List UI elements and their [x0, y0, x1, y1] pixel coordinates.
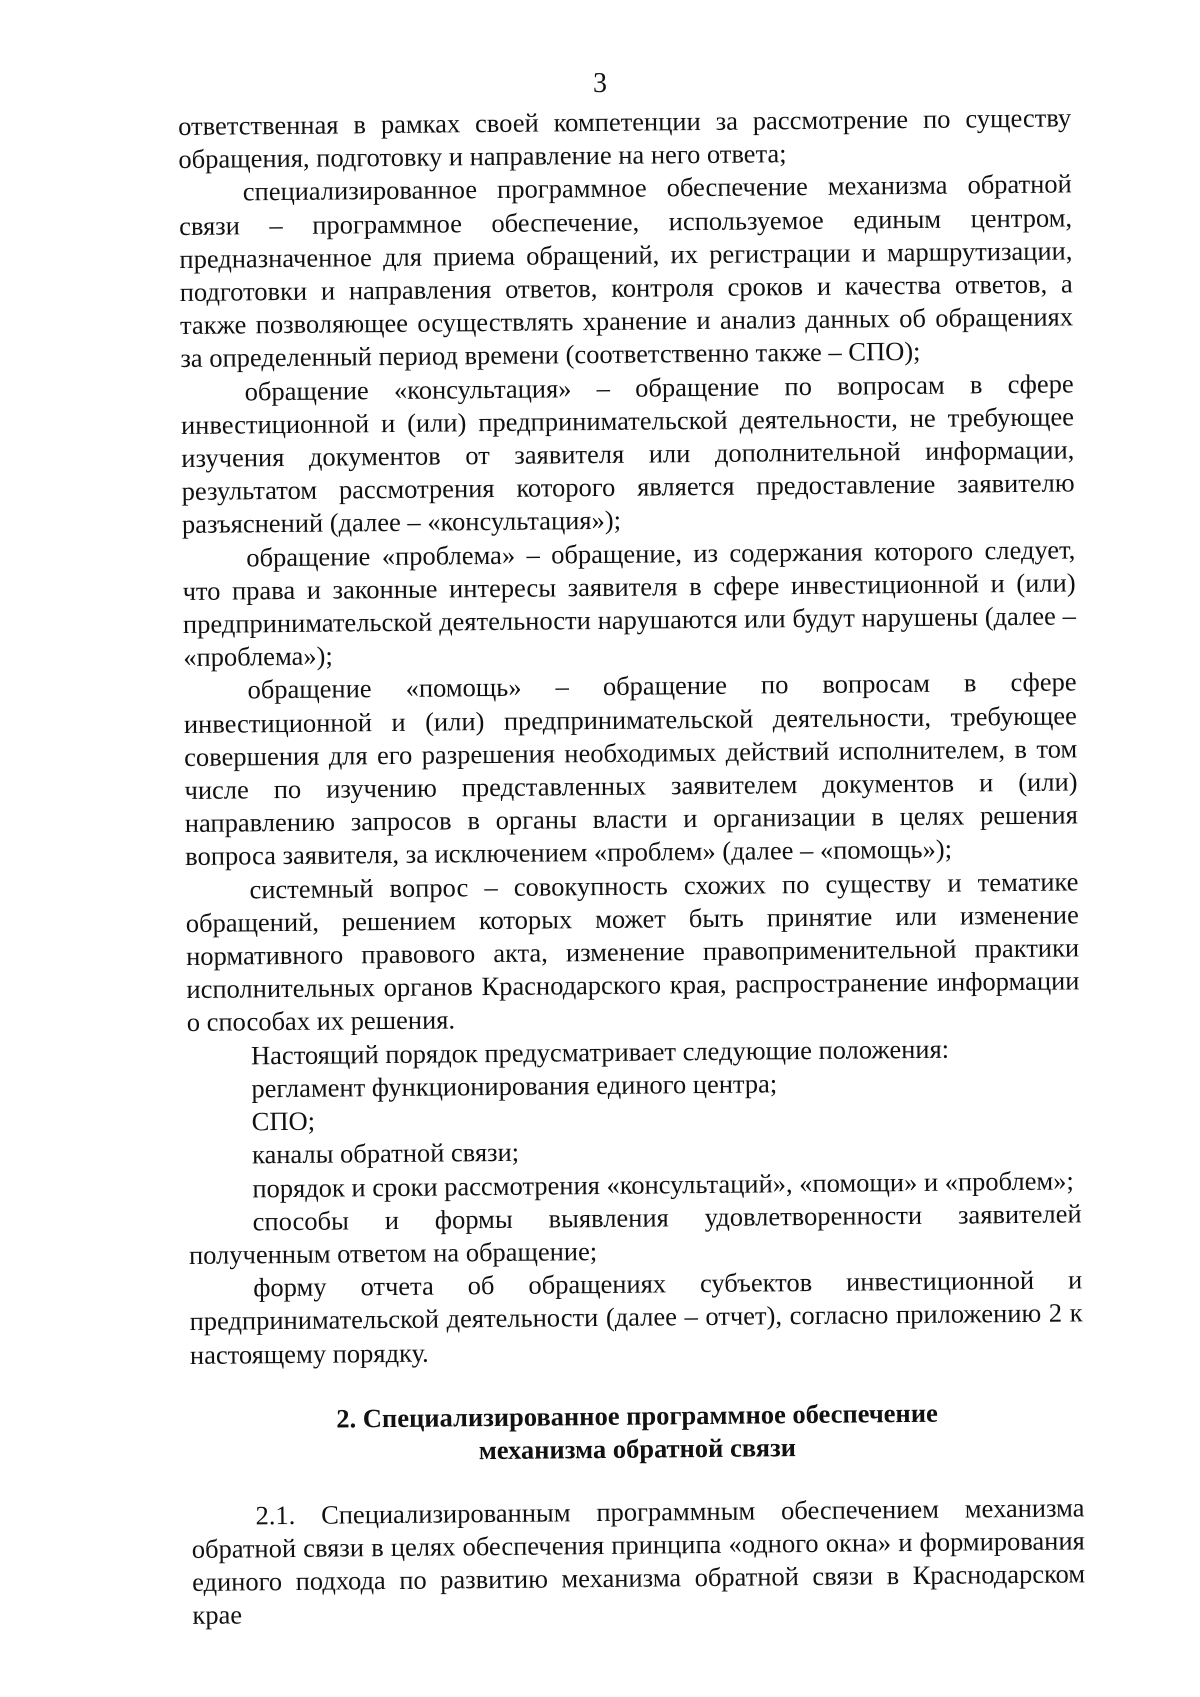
list-item: способы и формы выявления удовлетворенности заявителей полученным ответом на обращение; — [188, 1198, 1082, 1270]
list-item: СПО; — [251, 1105, 316, 1137]
page-number: 3 — [593, 68, 607, 99]
section-heading-line-1: 2. Специализированное программное обеспечение — [336, 1397, 938, 1434]
list-item: регламент функционирования единого центра; — [251, 1068, 778, 1104]
document-body — [178, 101, 1086, 1632]
paragraph-definition-problem: обращение «проблема» – обращение, из содержания которого следует, что права и законные интересы заявителя в сфере инвестиционной и (или) предпринимательской деятельности нарушаются или будут нарушены (далее – «проблема»); — [182, 534, 1077, 673]
section-heading-line-2: механизма обратной связи — [478, 1431, 797, 1465]
paragraph-definition-help: обращение «помощь» – обращение по вопросам в сфере инвестиционной и (или) предпринимательской деятельности, требующее совершения для его разрешения необходимых действий исполнителем, в том числе по изучению представленных заявителем документов и (или) направлению запросов в органы власти и организации в целях решения вопроса заявителя, за исключением «проблем» (далее – «помощь»); — [183, 666, 1078, 872]
paragraph-definition-spo: специализированное программное обеспечение механизма обратной связи – программное обеспечение, используемое единым центром, предназначенное для приема обращений, их регистрации и маршрутизации, подготовки и направления ответов, контроля сроков и качества ответов, а также позволяющее осуществлять хранение и анализ данных об обращениях за определенный период времени (соответственно также – СПО); — [178, 168, 1074, 374]
paragraph-2-1: 2.1. Специализированным программным обеспечением механизма обратной связи в целях обеспечения принципа «одного окна» и формирования единого подхода по развитию механизма обратной связи в Краснодарском крае — [191, 1492, 1086, 1631]
list-item: порядок и сроки рассмотрения «консультаций», «помощи» и «проблем»; — [252, 1164, 1074, 1203]
paragraph-continuation: ответственная в рамках своей компетенции за рассмотрение по существу обращения, подготовку и направление на него ответа; — [178, 102, 1072, 175]
list-item: каналы обратной связи; — [251, 1137, 520, 1170]
paragraph-provisions-intro: Настоящий порядок предусматривает следующие положения: — [250, 1033, 950, 1071]
paragraph-definition-system-question: системный вопрос – совокупность схожих по существу и тематике обращений, решением которых может быть принятие или изменение нормативного правового акта, изменение правоприменительной практики исполнительных органов Краснодарского края, распространение информации о способах их решения. — [185, 866, 1080, 1038]
section-heading — [190, 1395, 1084, 1470]
list-item: форму отчета об обращениях субъектов инвестиционной и предпринимательской деятельности (далее – отчет), согласно приложению 2 к настоящему порядку. — [189, 1264, 1083, 1370]
paragraph-definition-consultation: обращение «консультация» – обращение по вопросам в сфере инвестиционной и (или) предпринимательской деятельности, не требующее изучения документов от заявителя или дополнительной информации, результатом рассмотрения которого является предоставление заявителю разъяснений (далее – «консультация»); — [180, 368, 1075, 540]
